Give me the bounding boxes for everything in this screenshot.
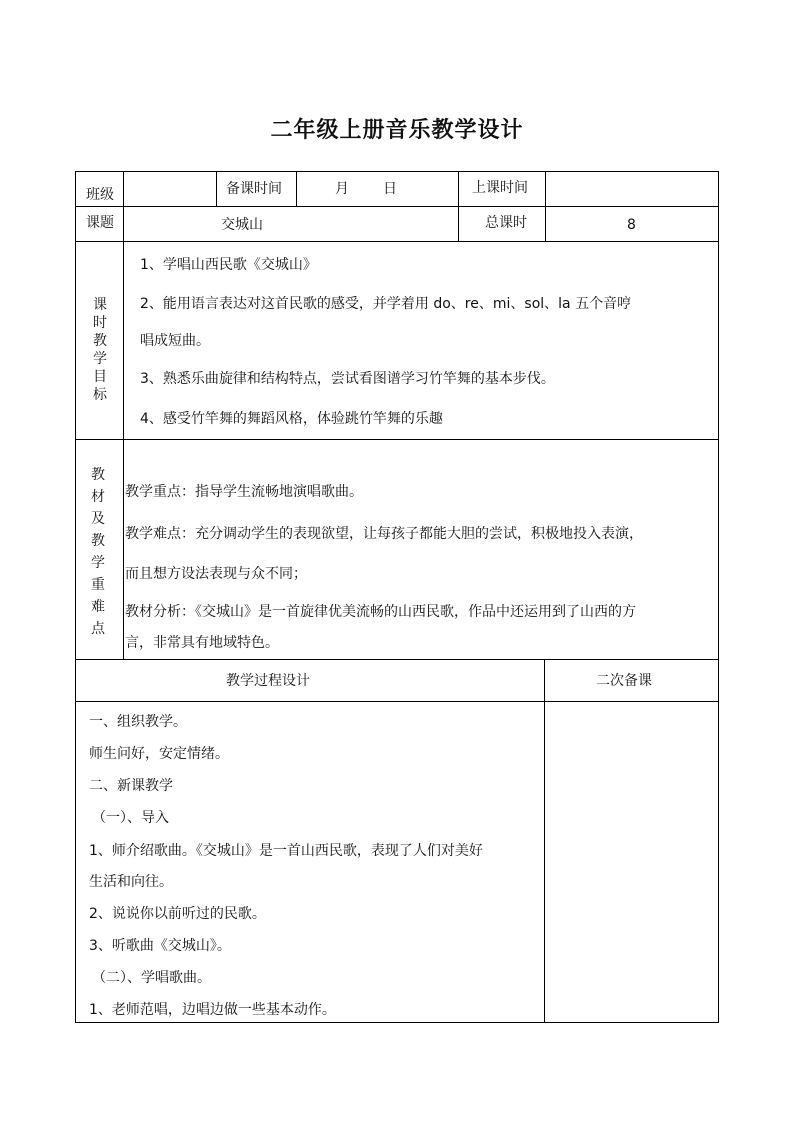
- topic-label: 课题: [86, 215, 114, 231]
- process-line: 师生问好，安定情绪。: [89, 746, 229, 762]
- key-point-line: 教学重点：指导学生流畅地演唱歌曲。: [125, 484, 363, 500]
- process-line: 3、听歌曲《交城山》。: [89, 938, 231, 954]
- process-line: 二、新课教学: [89, 778, 173, 794]
- prep-time-label: 备课时间: [226, 181, 282, 197]
- class-label: 班级: [86, 187, 114, 203]
- key-point-line: 教学难点：充分调动学生的表现欲望，让每孩子都能大胆的尝试，积极地投入表演，: [125, 526, 643, 542]
- key-point-line: 而且想方设法表现与众不同；: [125, 566, 307, 582]
- objective-item: 3、熟悉乐曲旋律和结构特点，尝试看图谱学习竹竿舞的基本步伐。: [140, 371, 555, 387]
- objective-item: 1、学唱山西民歌《交城山》: [140, 257, 317, 273]
- process-line: 生活和向往。: [89, 874, 173, 890]
- objective-item: 唱成短曲。: [140, 333, 210, 349]
- process-line: 2、说说你以前听过的民歌。: [89, 906, 266, 922]
- objective-item: 2、能用语言表达对这首民歌的感受，并学着用 do、re、mi、sol、la 五个音哼: [140, 296, 632, 312]
- process-line: 1、师介绍歌曲。《交城山》是一首山西民歌，表现了人们对美好: [89, 843, 483, 859]
- process-line: （二）、学唱歌曲。: [92, 970, 211, 986]
- process-line: 一、组织教学。: [89, 714, 187, 730]
- second-prep-header: 二次备课: [596, 673, 652, 689]
- total-hours-value: 8: [627, 217, 636, 233]
- objective-item: 4、感受竹竿舞的舞蹈风格，体验跳竹竿舞的乐趣: [140, 411, 443, 427]
- process-header: 教学过程设计: [226, 673, 310, 689]
- total-hours-label: 总课时: [485, 215, 527, 231]
- prep-month-label: 月: [335, 181, 349, 197]
- objectives-label: 课时教学目标: [93, 297, 107, 403]
- process-line: 1、老师范唱，边唱边做一些基本动作。: [89, 1002, 336, 1018]
- key-point-line: 言，非常具有地域特色。: [125, 635, 279, 651]
- key-points-label: 教材及教学重难点: [91, 467, 105, 637]
- process-line: （一）、导入: [92, 810, 169, 826]
- page-title: 二年级上册音乐教学设计: [270, 118, 524, 143]
- topic-value: 交城山: [221, 217, 263, 233]
- class-time-label: 上课时间: [472, 180, 528, 196]
- prep-day-label: 日: [383, 181, 397, 197]
- key-point-line: 教材分析：《交城山》是一首旋律优美流畅的山西民歌，作品中还运用到了山西的方: [125, 604, 636, 620]
